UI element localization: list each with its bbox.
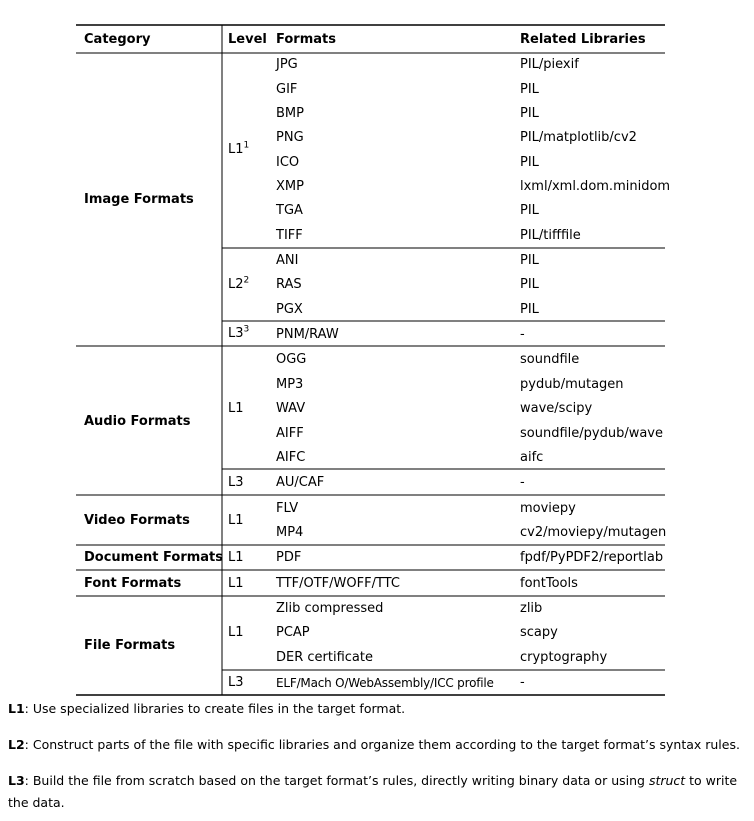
format-cell: DER certificate (276, 650, 373, 665)
header-libraries: Related Libraries (520, 32, 646, 47)
category-audio: Audio Formats (84, 414, 191, 429)
format-cell: ICO (276, 155, 300, 170)
footnote-l2: L2: Construct parts of the file with specific libraries and organize them according to the target format’s syntax rules. (8, 737, 740, 752)
library-cell: lxml/xml.dom.minidom (520, 179, 671, 194)
library-cell: PIL (520, 82, 539, 97)
library-cell: PIL (520, 302, 539, 317)
library-cell: aifc (520, 450, 544, 465)
library-cell: fpdf/PyPDF2/reportlab (520, 550, 664, 565)
format-cell: BMP (276, 106, 304, 121)
format-cell: RAS (276, 277, 302, 292)
format-cell: TGA (276, 203, 303, 218)
library-cell: PIL (520, 106, 539, 121)
format-cell: AU/CAF (276, 475, 325, 490)
level-cell: L3 (228, 675, 244, 690)
category-font: Font Formats (84, 576, 182, 591)
library-cell: PIL/piexif (520, 57, 579, 72)
library-cell: cryptography (520, 650, 608, 665)
level-cell: $L3^3$ (228, 324, 250, 341)
footnote-l3: L3: Build the file from scratch based on the target format’s rules, directly writing binary data or using struct to write the data. (8, 773, 738, 810)
level-cell: L1 (228, 550, 244, 565)
format-cell: TTF/OTF/WOFF/TTC (276, 576, 400, 591)
library-cell: zlib (520, 601, 543, 616)
level-cell: L3 (228, 475, 244, 490)
category-file: File Formats (84, 638, 176, 653)
level-cell: L1 (228, 401, 244, 416)
category-image: Image Formats (84, 192, 194, 207)
format-cell: PGX (276, 302, 303, 317)
format-cell: PCAP (276, 625, 310, 640)
level-cell: L1 (228, 513, 244, 528)
footnote-l1: L1: Use specialized libraries to create files in the target format. (8, 701, 406, 716)
format-cell: PDF (276, 550, 302, 565)
library-cell: PIL (520, 277, 539, 292)
library-cell: PIL (520, 203, 539, 218)
library-cell: moviepy (520, 501, 576, 516)
format-cell: MP3 (276, 377, 304, 392)
header-category: Category (84, 32, 151, 47)
category-video: Video Formats (84, 513, 190, 528)
format-cell: ELF/Mach O/WebAssembly/ICC profile (276, 676, 494, 690)
header-level: Level (228, 32, 267, 47)
format-cell: ANI (276, 253, 299, 268)
library-cell: PIL (520, 155, 539, 170)
format-cell: GIF (276, 82, 298, 97)
level-cell: L1 (228, 576, 244, 591)
library-cell: soundfile/pydub/wave (520, 426, 663, 441)
library-cell: wave/scipy (520, 401, 593, 416)
format-cell: TIFF (276, 228, 303, 243)
format-cell: AIFC (276, 450, 306, 465)
library-cell: PIL (520, 253, 539, 268)
library-cell: cv2/moviepy/mutagen (520, 525, 667, 540)
level-cell: L1 (228, 625, 244, 640)
library-cell: soundfile (520, 352, 580, 367)
format-cell: PNM/RAW (276, 327, 339, 342)
format-cell: AIFF (276, 426, 304, 441)
format-cell: Zlib compressed (276, 601, 384, 616)
library-cell: fontTools (520, 576, 578, 591)
level-cell: $L2^2$ (228, 275, 250, 292)
library-cell: - (520, 327, 525, 342)
format-cell: XMP (276, 179, 304, 194)
format-cell: OGG (276, 352, 307, 367)
library-cell: PIL/matplotlib/cv2 (520, 130, 637, 145)
format-cell: FLV (276, 501, 299, 516)
library-cell: - (520, 675, 525, 690)
format-cell: PNG (276, 130, 304, 145)
library-cell: pydub/mutagen (520, 377, 624, 392)
category-document: Document Formats (84, 550, 224, 565)
format-cell: JPG (276, 57, 298, 72)
header-formats: Formats (276, 32, 336, 47)
library-cell: scapy (520, 625, 558, 640)
library-cell: - (520, 475, 525, 490)
library-cell: PIL/tifffile (520, 228, 581, 243)
level-cell: $L1^1$ (228, 140, 250, 157)
format-cell: MP4 (276, 525, 304, 540)
format-cell: WAV (276, 401, 306, 416)
